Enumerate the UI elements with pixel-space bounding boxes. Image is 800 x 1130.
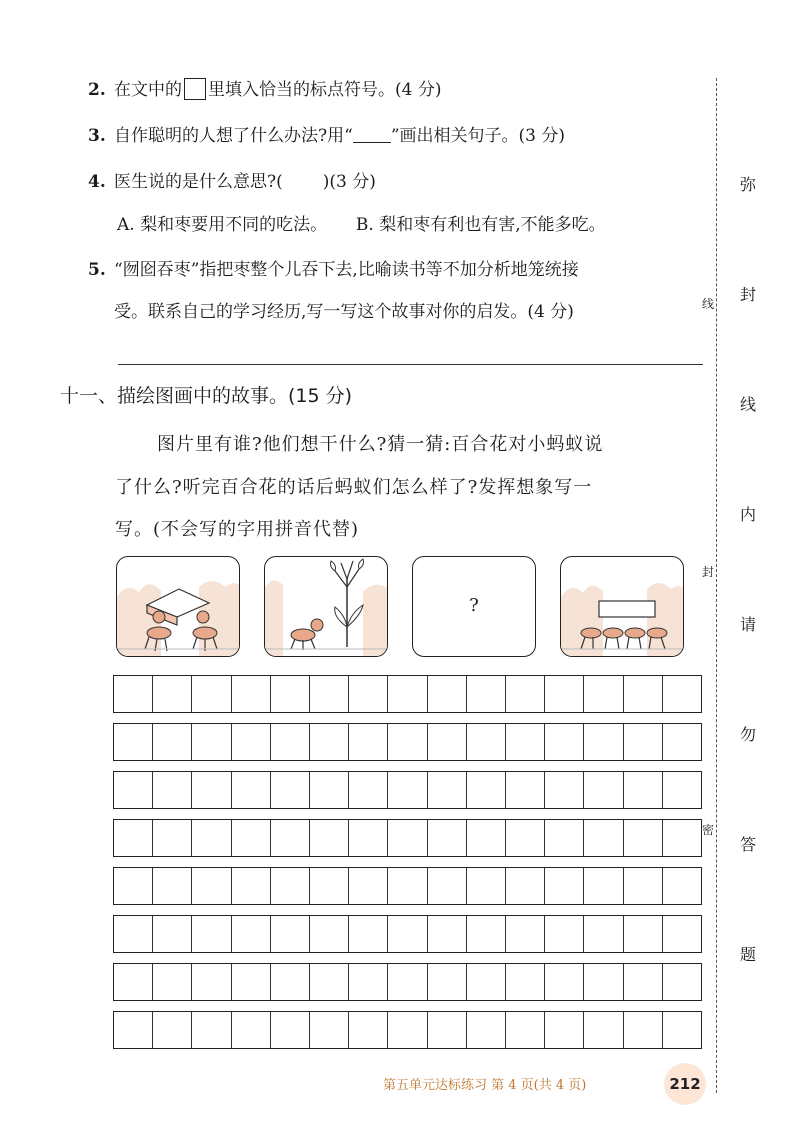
picture-3 [412, 556, 536, 657]
writing-grid-row[interactable] [113, 915, 702, 953]
option-b[interactable]: B. 梨和枣有利也有害,不能多吃。 [355, 215, 606, 235]
margin-char: 线 [740, 395, 757, 414]
writing-grid-row[interactable] [113, 675, 702, 713]
prompt-line-2: 了什么?听完百合花的话后蚂蚁们怎么样了?发挥想象写一 [115, 477, 593, 498]
question-mark: ? [469, 595, 479, 616]
answer-box[interactable] [184, 78, 206, 100]
seal-label-xian: 线 [702, 292, 714, 315]
margin-char: 题 [740, 945, 757, 964]
writing-grid-row[interactable] [113, 867, 702, 905]
ants-pulling-together-illustration [561, 557, 684, 657]
picture-4 [560, 556, 684, 657]
margin-char: 答 [740, 835, 757, 854]
seal-dashed-line [716, 78, 717, 1093]
page-number: 212 [664, 1063, 706, 1105]
q4-options [117, 213, 606, 237]
question-5: 5. “囫囵吞枣”指把枣整个儿吞下去,比喻读书等不加分析地笼统接 [88, 260, 579, 280]
ants-carrying-cake-illustration [117, 557, 240, 657]
footer-text: 第五单元达标练习 第 4 页(共 4 页) [383, 1078, 587, 1093]
margin-char: 请 [740, 615, 757, 634]
margin-char: 内 [740, 505, 757, 524]
writing-grid-row[interactable] [113, 771, 702, 809]
writing-grid-row[interactable] [113, 1011, 702, 1049]
seal-label-mi: 密 [702, 818, 714, 841]
answer-line [118, 364, 703, 365]
section-title: 十一、描绘图画中的故事。(15 分) [60, 385, 353, 407]
margin-char: 封 [740, 285, 757, 304]
picture-2 [264, 556, 388, 657]
question-3: 3. 自作聪明的人想了什么办法?用“ ”画出相关句子。(3 分) [88, 126, 565, 146]
ant-meets-lily-illustration [265, 557, 388, 657]
margin-char: 勿 [740, 725, 757, 744]
writing-grid-row[interactable] [113, 819, 702, 857]
writing-grid-row[interactable] [113, 963, 702, 1001]
margin-char: 弥 [740, 175, 757, 194]
question-5-line2: 受。联系自己的学习经历,写一写这个故事对你的启发。(4 分) [114, 302, 574, 322]
picture-1 [116, 556, 240, 657]
question-4: 4. 医生说的是什么意思?( )(3 分) [88, 172, 376, 192]
writing-grid-row[interactable] [113, 723, 702, 761]
seal-label-feng: 封 [702, 560, 714, 583]
question-2: 2. 在文中的 里填入恰当的标点符号。(4 分) [88, 80, 442, 100]
option-a[interactable]: A. 梨和枣要用不同的吃法。 [117, 215, 328, 235]
underline-blank [353, 124, 391, 143]
prompt-line-3: 写。(不会写的字用拼音代替) [115, 519, 360, 540]
prompt-line-1: 图片里有谁?他们想干什么?猜一猜:百合花对小蚂蚁说 [157, 434, 604, 455]
